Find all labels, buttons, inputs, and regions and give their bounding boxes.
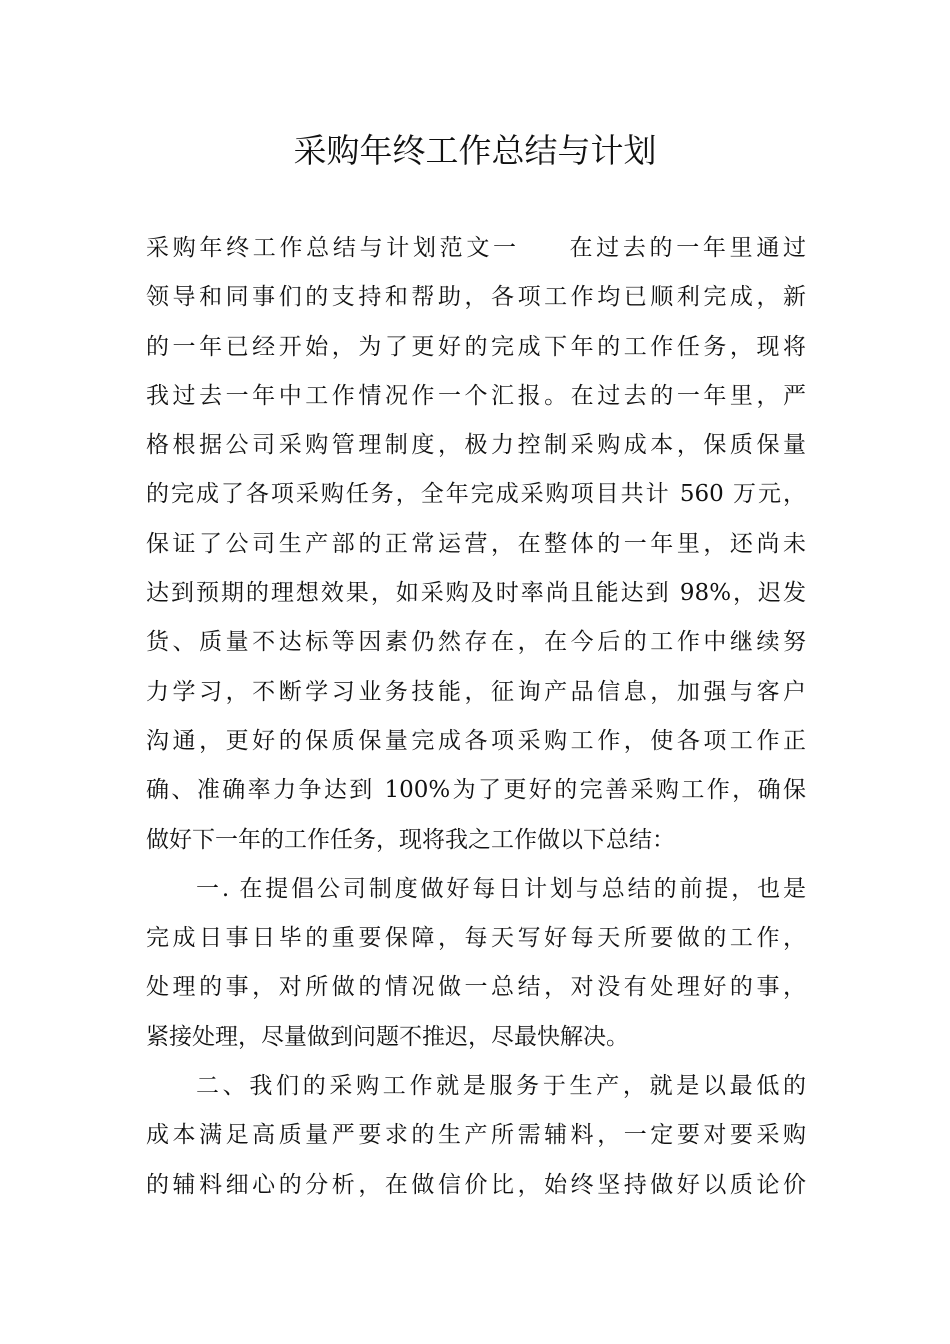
paragraph-1-line-3: 的一年已经开始，为了更好的完成下年的工作任务，现将 [146, 333, 806, 360]
paragraph-1-line-2: 领导和同事们的支持和帮助，各项工作均已顺利完成，新 [146, 284, 806, 311]
paragraph-1-line-11: 沟通，更好的保质保量完成各项采购工作，使各项工作正 [146, 727, 806, 754]
paragraph-1-line-8: 达到预期的理想效果，如采购及时率尚且能达到 98%，迟发 [146, 580, 806, 607]
paragraph-3-line-1: 二、我们的采购工作就是服务于生产，就是以最低的 [196, 1073, 806, 1100]
paragraph-3-line-3: 的辅料细心的分析，在做信价比，始终坚持做好以质论价 [146, 1171, 806, 1198]
paragraph-1-line-9: 货、质量不达标等因素仍然存在，在今后的工作中继续努 [146, 629, 806, 656]
paragraph-1-line-13: 做好下一年的工作任务，现将我之工作做以下总结： [146, 826, 675, 853]
paragraph-1-line-5: 格根据公司采购管理制度，极力控制采购成本，保质保量 [146, 432, 806, 459]
paragraph-1-line-6: 的完成了各项采购任务，全年完成采购项目共计 560 万元， [146, 481, 806, 508]
paragraph-2-line-2: 完成日事日毕的重要保障，每天写好每天所要做的工作， [146, 925, 806, 952]
paragraph-2-line-3: 处理的事，对所做的情况做一总结，对没有处理好的事， [146, 974, 806, 1001]
paragraph-1-intro: 在过去的一年里通过 [565, 235, 806, 261]
paragraph-1-line-1 [146, 224, 806, 273]
document-body [146, 224, 806, 1210]
paragraph-1-line-12: 确、准确率力争达到 100%为了更好的完善采购工作，确保 [146, 777, 806, 804]
paragraph-2-line-4: 紧接处理，尽量做到问题不推迟，尽最快解决。 [146, 1023, 629, 1050]
paragraph-1-line-10: 力学习，不断学习业务技能，征询产品信息，加强与客户 [146, 678, 806, 705]
paragraph-2-line-1: 一. 在提倡公司制度做好每日计划与总结的前提，也是 [196, 875, 806, 902]
document-title: 采购年终工作总结与计划 [293, 131, 657, 170]
paragraph-3-line-2: 成本满足高质量严要求的生产所需辅料，一定要对要采购 [146, 1122, 806, 1149]
paragraph-1-line-4: 我过去一年中工作情况作一个汇报。在过去的一年里，严 [146, 382, 806, 409]
paragraph-1-line-7: 保证了公司生产部的正常运营，在整体的一年里，还尚未 [146, 530, 806, 557]
paragraph-1-heading: 采购年终工作总结与计划范文一 [146, 235, 520, 261]
